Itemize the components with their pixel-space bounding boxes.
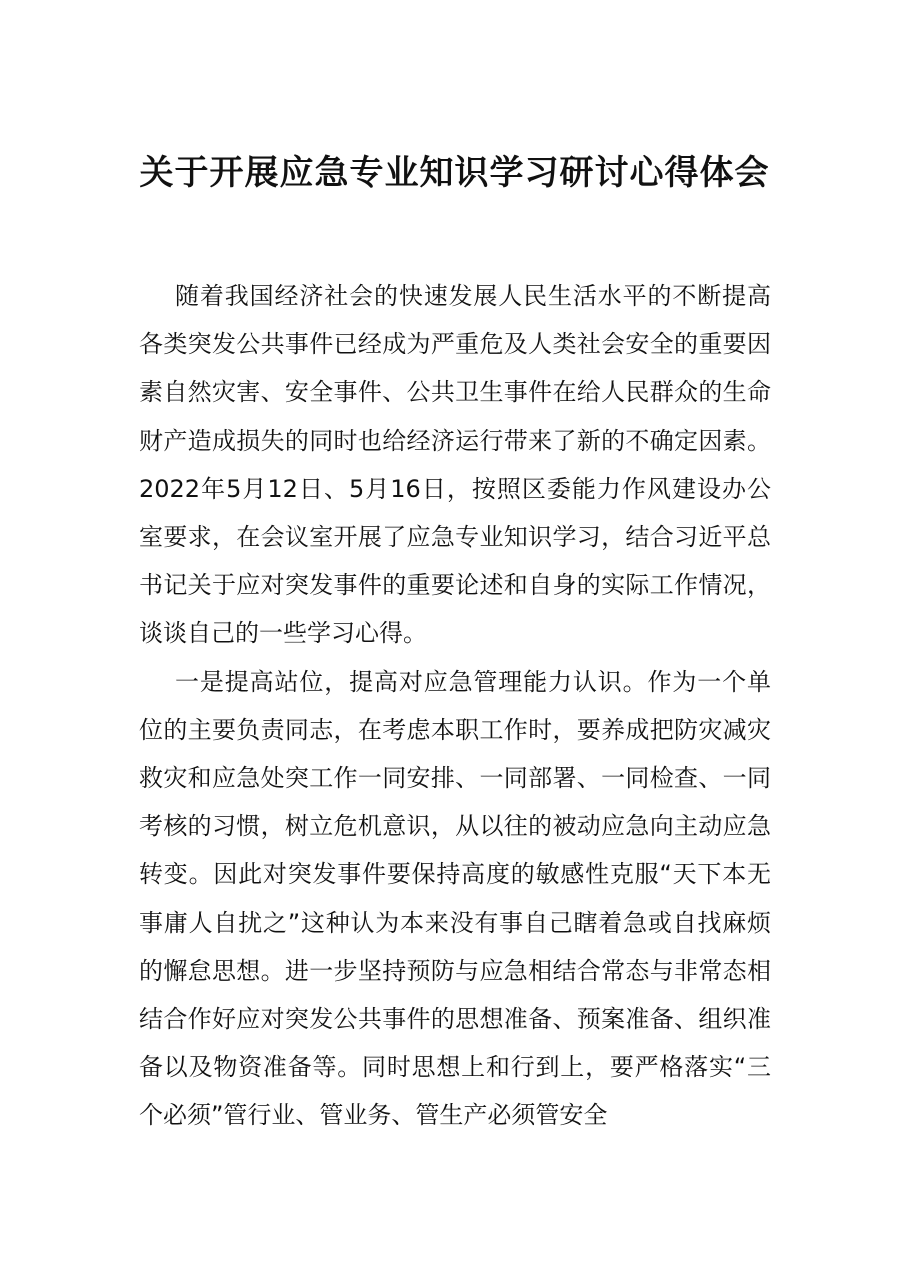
document-title: 关于开展应急专业知识学习研讨心得体会 bbox=[139, 153, 770, 193]
paragraph-intro: 随着我国经济社会的快速发展人民生活水平的不断提高各类突发公共事件已经成为严重危及人类社会安全的重要因素自然灾害、安全事件、公共卫生事件在给人民群众的生命财产造成损失的同时也给经济运行带来了新的不确定因素。2022年5月12日、5月16日，按照区委能力作风建设办公室要求，在会议室开展了应急专业知识学习，结合习近平总书记关于应对突发事件的重要论述和自身的实际工作情况，谈谈自己的一些学习心得。 bbox=[139, 282, 771, 648]
paragraph-point-one: 一是提高站位，提高对应急管理能力认识。作为一个单位的主要负责同志，在考虑本职工作时，要养成把防灾减灾救灾和应急处突工作一同安排、一同部署、一同检查、一同考核的习惯，树立危机意识，从以往的被动应急向主动应急转变。因此对突发事件要保持高度的敏感性克服“天下本无事庸人自扰之”这种认为本来没有事自己瞎着急或自找麻烦的懈怠思想。进一步坚持预防与应急相结合常态与非常态相结合作好应对突发公共事件的思想准备、预案准备、组织准备以及物资准备等。同时思想上和行到上，要严格落实“三个必须”管行业、管业务、管生产必须管安全 bbox=[139, 667, 771, 1130]
document-body bbox=[139, 272, 771, 1140]
